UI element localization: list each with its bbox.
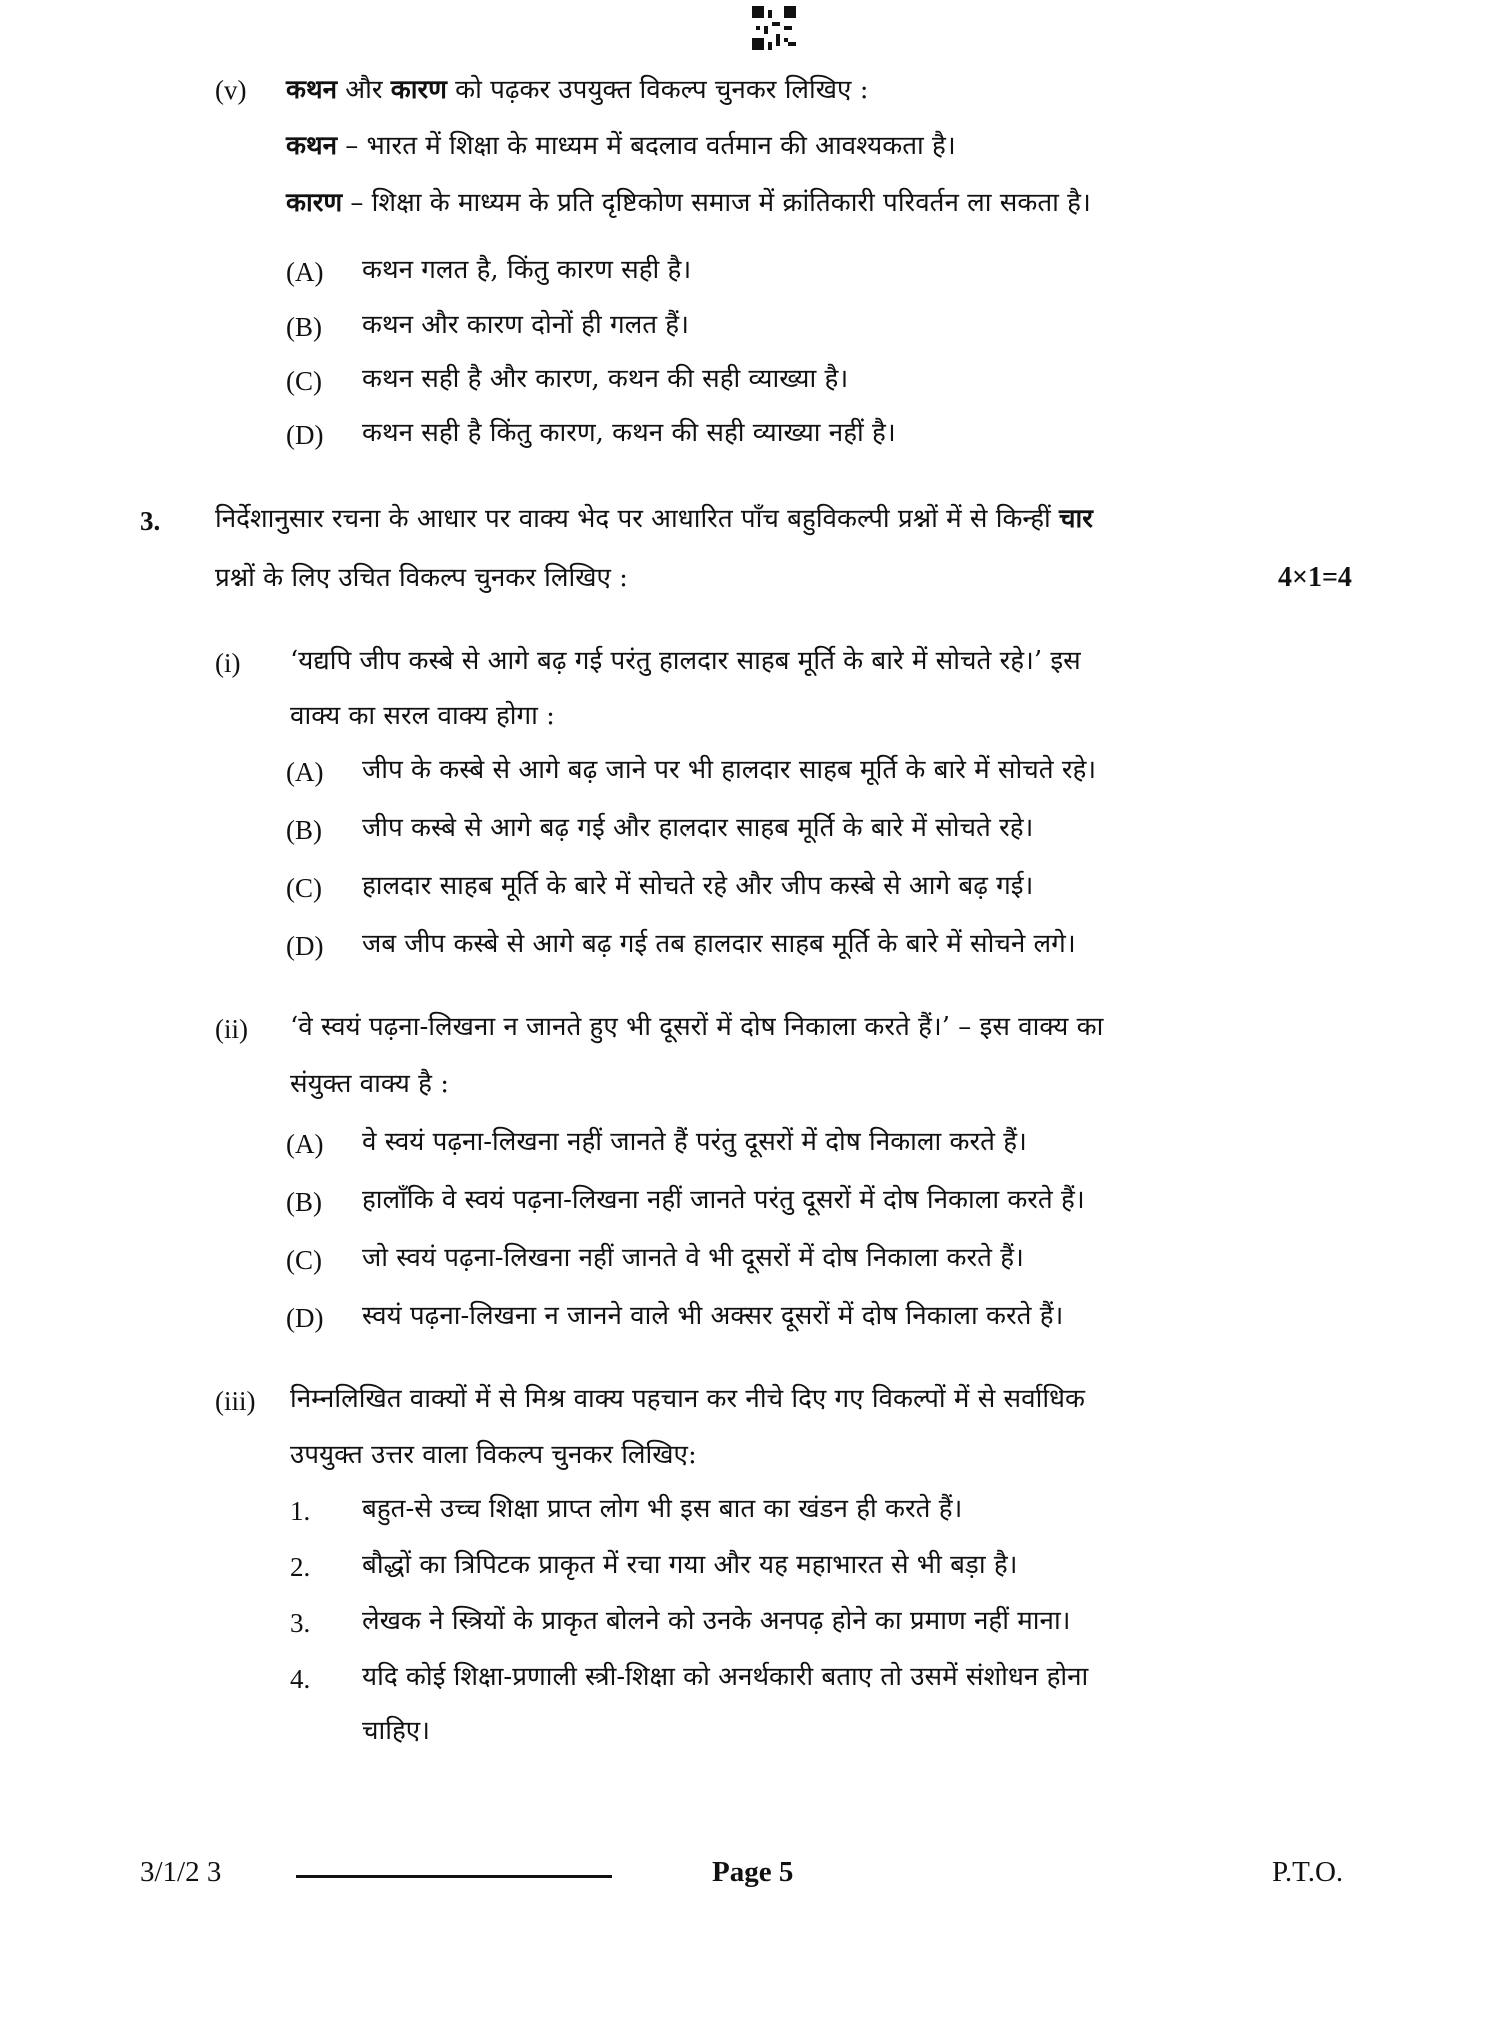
option-label: (A)	[286, 1129, 324, 1159]
option-text: वे स्वयं पढ़ना-लिखना नहीं जानते हैं परंतु दूसरों में दोष निकाला करते हैं।	[362, 1127, 1027, 1157]
subquestion-text: ‘यद्यपि जीप कस्बे से आगे बढ़ गई परंतु हालदार साहब मूर्ति के बारे में सोचते रहे।’ इस	[290, 646, 1081, 676]
option-text: हालाँकि वे स्वयं पढ़ना-लिखना नहीं जानते परंतु दूसरों में दोष निकाला करते हैं।	[362, 1185, 1085, 1215]
option-text: जब जीप कस्बे से आगे बढ़ गई तब हालदार साहब मूर्ति के बारे में सोचने लगे।	[362, 929, 1076, 959]
question-label: (v)	[215, 75, 247, 105]
option-text: जीप के कस्बे से आगे बढ़ जाने पर भी हालदार साहब मूर्ति के बारे में सोचते रहे।	[362, 755, 1097, 785]
option-text: हालदार साहब मूर्ति के बारे में सोचते रहे और जीप कस्बे से आगे बढ़ गई।	[362, 871, 1034, 901]
list-item-text: लेखक ने स्त्रियों के प्राकृत बोलने को उनके अनपढ़ होने का प्रमाण नहीं माना।	[362, 1606, 1071, 1636]
list-item-label: 4.	[290, 1664, 311, 1694]
option-label: (A)	[286, 757, 324, 787]
subquestion-text: ‘वे स्वयं पढ़ना-लिखना न जानते हुए भी दूसरों में दोष निकाला करते हैं।’ – इस वाक्य का	[290, 1012, 1104, 1042]
list-item-text: बौद्धों का त्रिपिटक प्राकृत में रचा गया और यह महाभारत से भी बड़ा है।	[362, 1550, 1018, 1580]
option-text: जो स्वयं पढ़ना-लिखना नहीं जानते वे भी दूसरों में दोष निकाला करते हैं।	[362, 1243, 1024, 1273]
list-item-label: 1.	[290, 1496, 311, 1526]
paper-code: 3/1/2 3	[140, 1856, 222, 1888]
option-label: (C)	[286, 366, 322, 396]
option-label: (C)	[286, 873, 322, 903]
subquestion-text: वाक्य का सरल वाक्य होगा :	[290, 701, 555, 731]
list-item-label: 2.	[290, 1552, 311, 1582]
option-text: कथन गलत है, किंतु कारण सही है।	[362, 255, 692, 285]
marks-allocation: 4×1=4	[1278, 562, 1352, 593]
subquestion-label: (i)	[215, 648, 241, 678]
subquestion-label: (ii)	[215, 1014, 248, 1044]
option-label: (D)	[286, 420, 324, 450]
option-label: (D)	[286, 931, 324, 961]
option-label: (B)	[286, 815, 322, 845]
subquestion-text: निम्नलिखित वाक्यों में से मिश्र वाक्य पहचान कर नीचे दिए गए विकल्पों में से सर्वाधिक	[290, 1384, 1086, 1414]
list-item-text: यदि कोई शिक्षा-प्रणाली स्त्री-शिक्षा को अनर्थकारी बताए तो उसमें संशोधन होना	[362, 1662, 1089, 1692]
page-number: Page 5	[712, 1856, 794, 1888]
subquestion-text: संयुक्त वाक्य है :	[290, 1069, 449, 1099]
question-instruction: कथन और कारण को पढ़कर उपयुक्त विकल्प चुनकर लिखिए :	[286, 75, 869, 105]
list-item-label: 3.	[290, 1608, 311, 1638]
footer-divider	[296, 1875, 612, 1878]
subquestion-text: उपयुक्त उत्तर वाला विकल्प चुनकर लिखिए:	[290, 1440, 697, 1470]
pto-label: P.T.O.	[1272, 1856, 1344, 1888]
option-label: (B)	[286, 312, 322, 342]
subquestion-label: (iii)	[215, 1386, 256, 1416]
question-instruction-cont: प्रश्नों के लिए उचित विकल्प चुनकर लिखिए :	[215, 563, 628, 593]
option-text: स्वयं पढ़ना-लिखना न जानने वाले भी अक्सर दूसरों में दोष निकाला करते हैं।	[362, 1301, 1064, 1331]
assertion-line: कथन – भारत में शिक्षा के माध्यम में बदलाव वर्तमान की आवश्यकता है।	[286, 131, 956, 161]
reason-line: कारण – शिक्षा के माध्यम के प्रति दृष्टिकोण समाज में क्रांतिकारी परिवर्तन ला सकता है।	[286, 188, 1091, 218]
list-item-text: बहुत-से उच्च शिक्षा प्राप्त लोग भी इस बात का खंडन ही करते हैं।	[362, 1494, 963, 1524]
list-item-text-cont: चाहिए।	[362, 1716, 431, 1746]
option-text: जीप कस्बे से आगे बढ़ गई और हालदार साहब मूर्ति के बारे में सोचते रहे।	[362, 813, 1034, 843]
question-number: 3.	[140, 506, 161, 536]
option-text: कथन सही है किंतु कारण, कथन की सही व्याख्या नहीं है।	[362, 418, 896, 448]
option-label: (C)	[286, 1245, 322, 1275]
qr-code	[752, 6, 796, 50]
option-label: (D)	[286, 1303, 324, 1333]
option-text: कथन और कारण दोनों ही गलत हैं।	[362, 310, 689, 340]
option-label: (A)	[286, 257, 324, 287]
option-label: (B)	[286, 1187, 322, 1217]
option-text: कथन सही है और कारण, कथन की सही व्याख्या है।	[362, 364, 849, 394]
question-instruction: निर्देशानुसार रचना के आधार पर वाक्य भेद पर आधारित पाँच बहुविकल्पी प्रश्नों में से किन्हीं चार	[215, 504, 1093, 534]
